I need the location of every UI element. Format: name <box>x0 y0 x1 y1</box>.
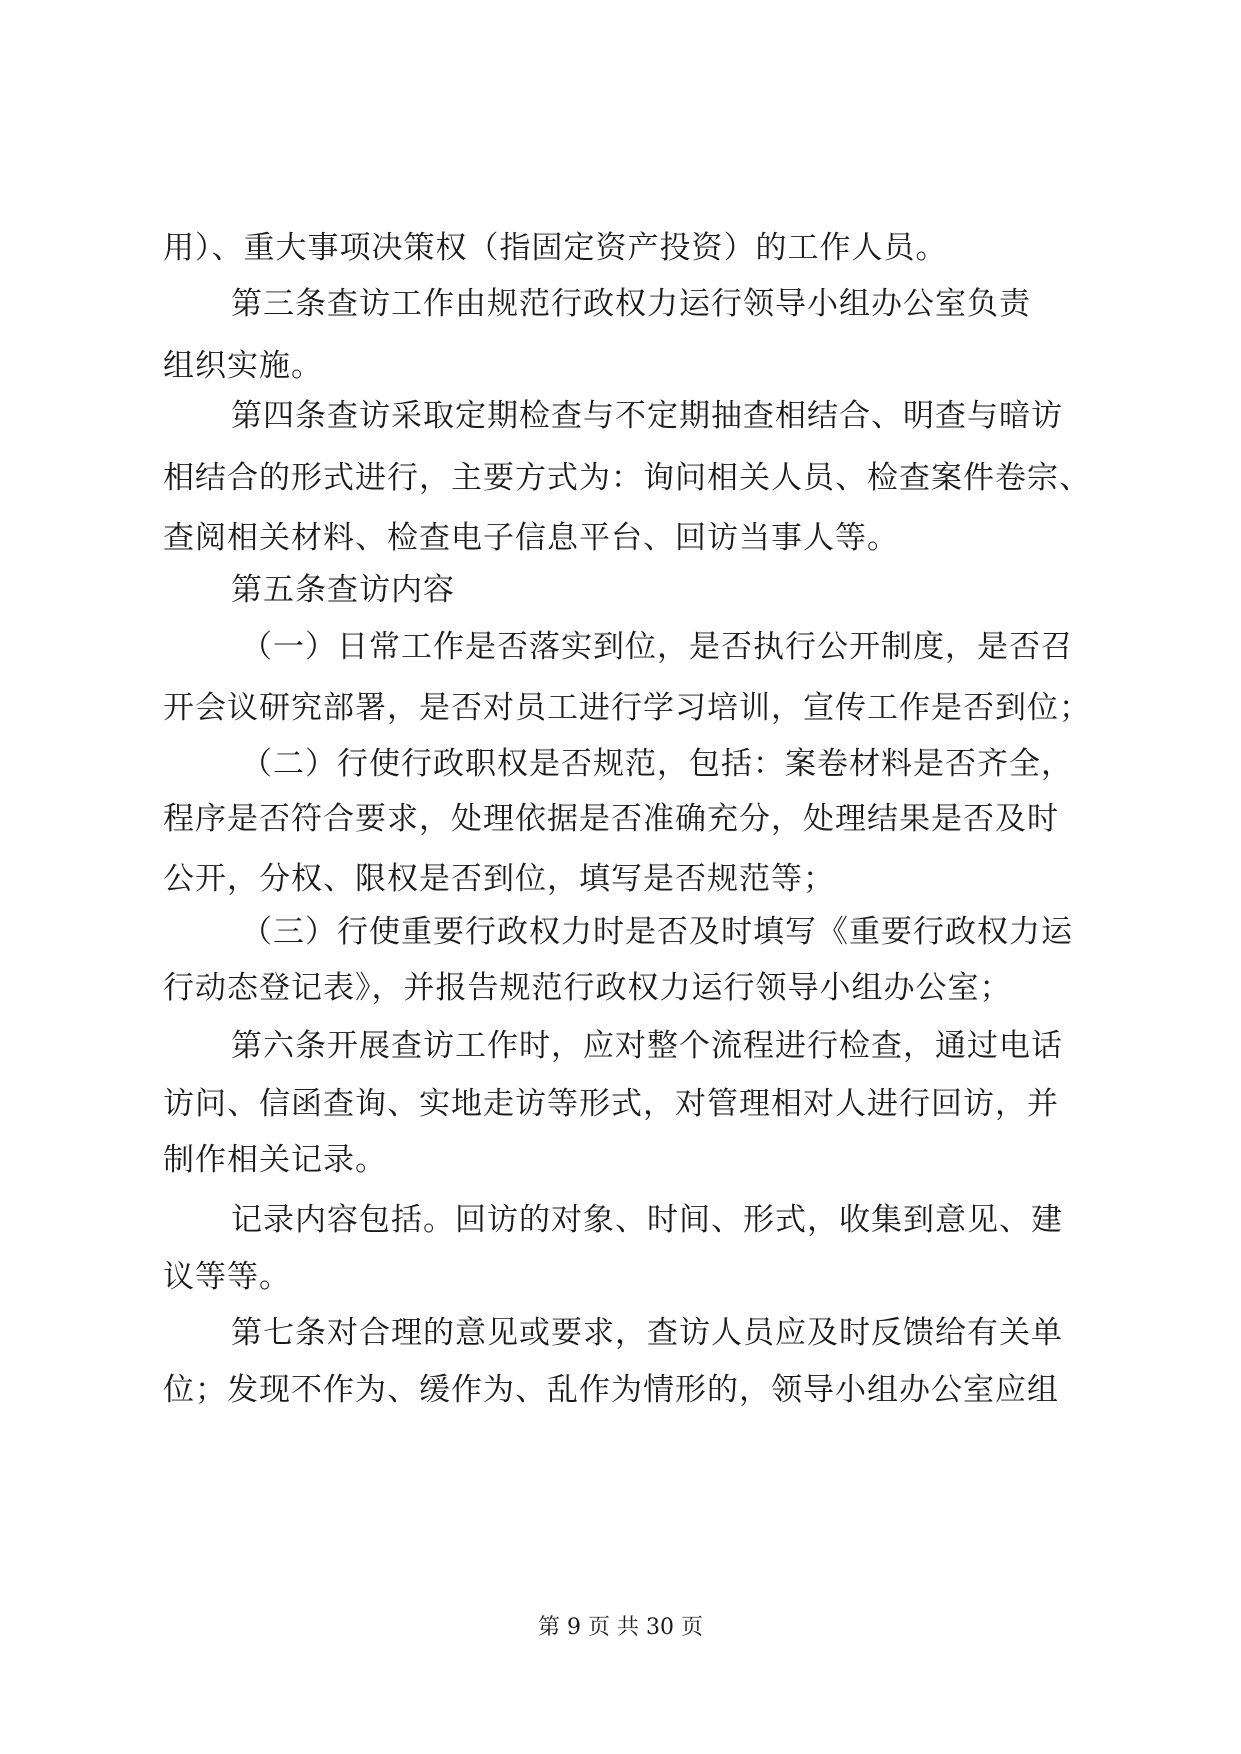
text-line: 第六条开展查访工作时，应对整个流程进行检查，通过电话 <box>231 1028 1063 1064</box>
text-line: 第七条对合理的意见或要求，查访人员应及时反馈给有关单 <box>231 1315 1063 1351</box>
text-line: 行动态登记表》，并报告规范行政权力运行领导小组办公室； <box>163 970 1012 1006</box>
text-line: 访问、信函查询、实地走访等形式，对管理相对人进行回访，并 <box>163 1086 1059 1122</box>
text-line: （一）日常工作是否落实到位，是否执行公开制度，是否召 <box>241 629 1073 665</box>
text-line: 组织实施。 <box>163 348 323 384</box>
text-line: （三）行使重要行政权力时是否及时填写《重要行政权力运 <box>241 914 1073 950</box>
text-line: 开会议研究部署，是否对员工进行学习培训，宣传工作是否到位； <box>163 690 1091 726</box>
text-line: 公开，分权、限权是否到位，填写是否规范等； <box>163 861 835 897</box>
text-line: 第四条查访采取定期检查与不定期抽查相结合、明查与暗访 <box>231 398 1063 434</box>
text-line: 查阅相关材料、检查电子信息平台、回访当事人等。 <box>163 520 899 556</box>
page-indicator: 第 9 页 共 30 页 <box>538 1615 703 1640</box>
text-line: 第五条查访内容 <box>231 572 455 608</box>
text-line: 程序是否符合要求，处理依据是否准确充分，处理结果是否及时 <box>163 801 1059 837</box>
text-line: 位；发现不作为、缓作为、乱作为情形的，领导小组办公室应组 <box>163 1372 1059 1408</box>
text-line: 相结合的形式进行，主要方式为：询问相关人员、检查案件卷宗、 <box>163 460 1091 496</box>
text-line: 用）、重大事项决策权（指固定资产投资）的工作人员。 <box>163 230 948 266</box>
text-line: 议等等。 <box>163 1259 291 1295</box>
text-line: 记录内容包括。回访的对象、时间、形式，收集到意见、建 <box>231 1202 1063 1238</box>
text-line: （二）行使行政职权是否规范，包括：案卷材料是否齐全， <box>241 746 1073 782</box>
text-line: 制作相关记录。 <box>163 1142 387 1178</box>
text-line: 第三条查访工作由规范行政权力运行领导小组办公室负责 <box>231 286 1031 322</box>
